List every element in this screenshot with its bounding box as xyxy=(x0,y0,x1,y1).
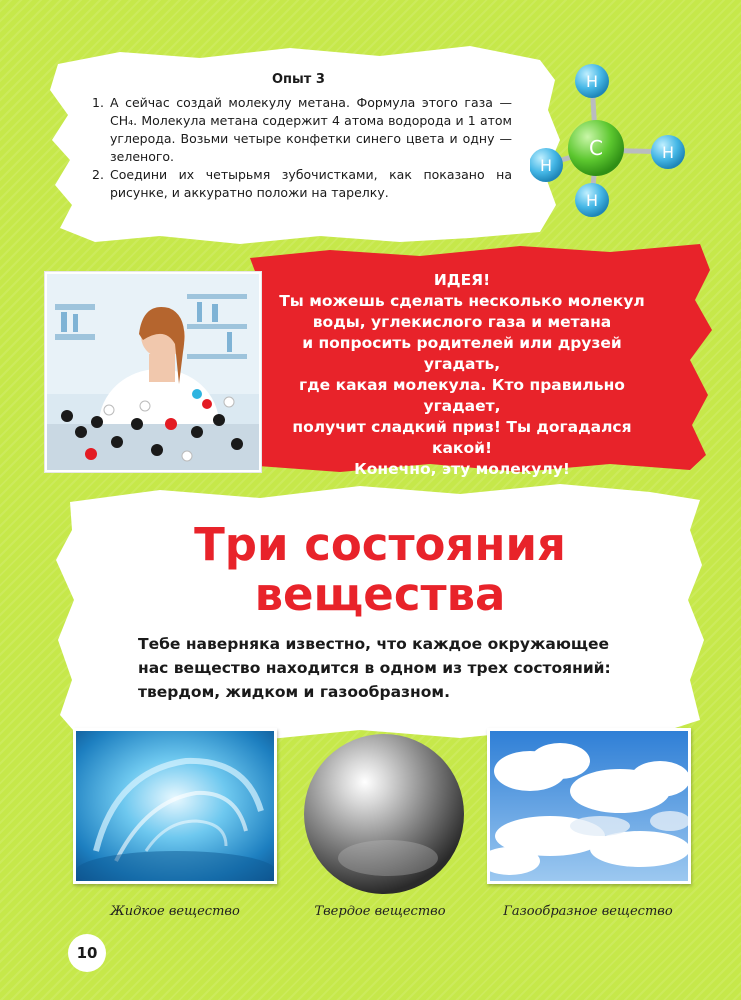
idea-line: воды, углекислого газа и метана xyxy=(312,313,612,331)
atom-label: H xyxy=(539,156,553,175)
intro-paragraph: Тебе наверняка известно, что каждое окружающее нас вещество находится в одном из трех состояний: твердом, жидком и газообразном. xyxy=(138,635,611,701)
atom-label: H xyxy=(585,191,599,210)
experiment-steps xyxy=(92,94,512,202)
water-photo xyxy=(73,728,277,884)
idea-line: и попросить родителей или друзей угадать, xyxy=(302,334,622,373)
atom-label: H xyxy=(661,143,675,162)
caption-solid: Твердое вещество xyxy=(314,904,446,919)
caption-liquid: Жидкое вещество xyxy=(110,904,240,919)
list-item: 2. Соедини их четырьмя зубочистками, как показано на рисунке, и аккуратно положи на тарелку. xyxy=(92,167,512,200)
idea-line: где какая молекула. Кто правильно угадает, xyxy=(299,376,625,415)
section-title: Три состояния вещества xyxy=(194,518,566,621)
sky-clouds-photo xyxy=(487,728,691,884)
scientist-photo xyxy=(45,272,261,472)
caption-gas: Газообразное вещество xyxy=(503,904,673,919)
experiment-title: Опыт 3 xyxy=(272,72,325,87)
idea-line: получит сладкий приз! Ты догадался какой! xyxy=(292,418,632,457)
idea-title: ИДЕЯ! xyxy=(433,271,491,289)
idea-line: Конечно, эту молекулу! xyxy=(354,460,570,478)
list-item: 1. А сейчас создай молекулу метана. Формула этого газа — CH₄. Молекула метана содержит 4 атома водорода и 1 атом углерода. Возьми четыре конфетки синего цвета и одну — зеленого. xyxy=(92,95,512,164)
steel-ball-image xyxy=(298,728,470,900)
idea-line: Ты можешь сделать несколько молекул xyxy=(279,292,645,310)
idea-callout xyxy=(262,270,662,480)
atom-label: H xyxy=(585,72,599,91)
atom-label: C xyxy=(589,136,603,160)
methane-molecule-illustration xyxy=(530,60,700,225)
page-number: 10 xyxy=(68,934,106,972)
